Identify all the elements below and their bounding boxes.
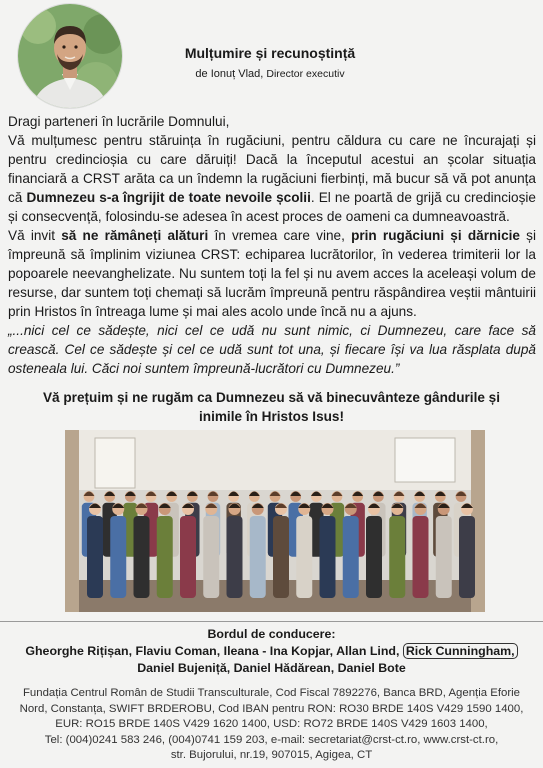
footer-line: EUR: RO15 BRDE 140S V429 1620 1400, USD: RO72 BRDE 140S V429 1603 1400, [55, 718, 488, 731]
person-figure [436, 503, 452, 598]
person-figure [273, 503, 289, 598]
paragraph-invite-text-2: în vremea care vine, [208, 228, 352, 243]
board-title: Bordul de conducere: [207, 627, 336, 641]
person-figure [203, 503, 219, 598]
byline-role: Director executiv [266, 68, 345, 80]
person-figure [389, 503, 405, 598]
paragraph-thanks-text: Vă mulțumesc pentru stăruința în rugăciuni, pentru căldura cu care ne încurajați și pentru credincioșia cu care dăruiți! Dacă la începutul acestui an școlar situația financiară a CRST arăta ca un îndemn la rugăciuni fierbinți, mă bucur să vă pot anunța că [8, 133, 536, 205]
paragraph-thanks-emphasis: Dumnezeu s-a îngrijit de toate nevoile școlii [26, 190, 311, 205]
paragraph-invite-emphasis-2: prin rugăciuni și dărnicie [351, 228, 520, 243]
person-figure [180, 503, 196, 598]
page-title: Mulțumire și recunoștință [184, 45, 356, 61]
closing-blessing: Vă prețuim și ne rugăm ca Dumnezeu să vă binecuvânteze gândurile și inimile în Hristos Isus! [42, 390, 501, 424]
footer-line: Fundația Centrul Român de Studii Transculturale, Cod Fiscal 7892276, Banca BRD, Agenția Eforie [22, 687, 521, 699]
person-figure [134, 503, 150, 598]
person-figure [296, 503, 312, 598]
person-figure [87, 503, 103, 598]
letter-body [8, 112, 536, 378]
person-figure [250, 503, 266, 598]
paragraph-invite-text: Vă invit [8, 228, 62, 243]
divider [0, 621, 543, 622]
person-figure [366, 503, 382, 598]
paragraph-invite [8, 226, 536, 321]
footer-line: Nord, Constanța, SWIFT BRDEROBU, Cod IBAN pentru RON: RO30 BRDE 140S V429 1590 1400, [19, 702, 524, 715]
paragraph-invite-emphasis-1: să ne rămâneți alături [61, 228, 209, 243]
footer-line: str. Bujorului, nr.19, 907015, Agigea, CT [170, 749, 373, 762]
paragraph-thanks-text-end: . El ne poartă de grijă cu credincioșie și consecvență, folosindu-se adesea în acest proces de oameni ca dumneavoastră. [8, 190, 536, 224]
group-photo [65, 430, 485, 612]
paragraph-invite-text-3: și împreună să împlinim viziunea CRST: echiparea lucrătorilor, în vederea trimiterii lor la popoarele neevanghelizate. Nu suntem toți la fel și nu avem acces la aceleași volum de resurse, dar suntem toți chemați să lucrăm împreună pentru răspândirea veștii mântuirii prin Hristos în întreaga lume și mai ales acolo unde încă nu a ajuns. [8, 228, 536, 319]
person-figure [157, 503, 173, 598]
author-portrait [18, 4, 122, 108]
byline [140, 68, 400, 80]
paragraph-thanks [8, 131, 536, 226]
board-members [20, 643, 523, 677]
person-figure [413, 503, 429, 598]
person-figure [459, 503, 475, 598]
highlighted-member: Rick Cunningham, [403, 643, 518, 659]
organization-footer [10, 686, 533, 764]
person-figure [343, 503, 359, 598]
person-figure [320, 503, 336, 598]
footer-line: Tel: (004)0241 583 246, (004)0741 159 203, e-mail: secretariat@crst-ct.ro, www.crst-ct.ro, [44, 733, 499, 746]
person-figure [110, 503, 126, 598]
greeting: Dragi parteneri în lucrările Domnului, [8, 114, 230, 129]
board-members-list-end: Daniel Bujeniță, Daniel Hădărean, Daniel Bote [137, 661, 406, 675]
board-members-list: Gheorghe Rițișan, Flaviu Coman, Ileana - Ina Kopjar, Allan Lind, [25, 644, 403, 658]
scripture-quote: „...nici cel ce sădește, nici cel ce udă nu sunt nimic, ci Dumnezeu, care face să crească. Cel ce sădește și cel ce udă sunt tot una, și fiecare își va lua răsplata după osteneala lui. Căci noi suntem împreună-lucrători cu Dumnezeu.” [8, 323, 536, 376]
person-figure [227, 503, 243, 598]
byline-author: de Ionuț Vlad, [195, 68, 264, 80]
